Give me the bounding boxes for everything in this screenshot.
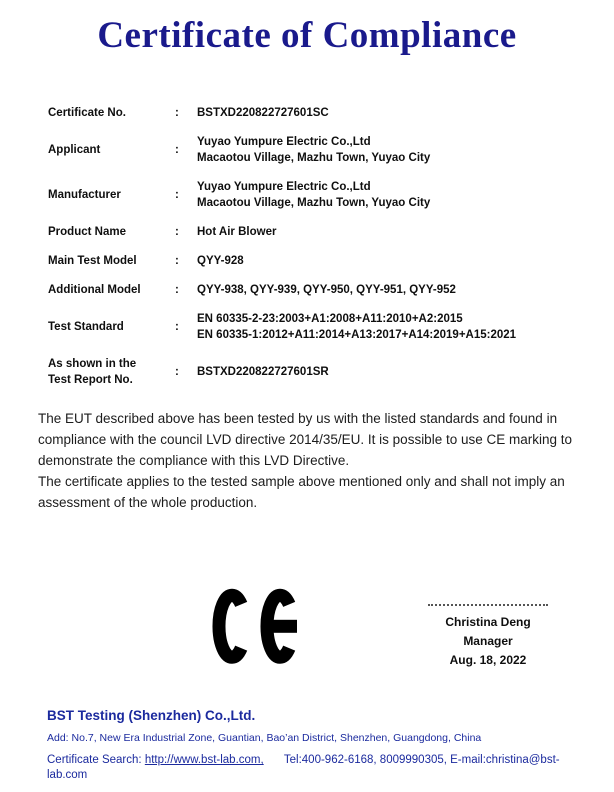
field-row-test-standard [48,311,614,343]
statement-paragraph-1: The EUT described above has been tested by us with the listed standards and found in compliance with the council LVD directive 2014/35/EU. It is possible to use CE marking to demonstrate the compliance with this LVD Directive. [38,411,573,468]
field-colon: : [175,321,179,333]
field-value [197,311,516,343]
field-value-line: Hot Air Blower [197,226,277,238]
field-label-line: As shown in the [48,358,137,370]
field-value [197,253,244,269]
statement-text [38,408,578,513]
field-value-line: EN 60335-1:2012+A11:2014+A13:2017+A14:2019+A15:2021 [197,329,517,341]
field-row-test-report-no [48,356,614,388]
field-row-additional-model [48,282,614,298]
field-label-line: Test Standard [48,321,124,333]
lab-company-name: BST Testing (Shenzhen) Co.,Ltd. [47,708,256,723]
ce-mark-icon [210,588,306,669]
lab-contact-line [47,753,587,783]
field-row-product-name [48,224,614,240]
field-value [197,282,456,298]
field-value [197,134,430,166]
field-colon: : [175,107,179,119]
field-value-line: BSTXD220822727601SC [197,107,329,119]
field-value [197,224,276,240]
lab-address: Add: No.7, New Era Industrial Zone, Guantian, Bao’an District, Shenzhen, Guangdong, China [47,732,482,744]
field-value-line: Macaotou Village, Mazhu Town, Yuyao City [197,152,431,164]
field-value-line: Yuyao Yumpure Electric Co.,Ltd [197,136,371,148]
field-label-line: Applicant [48,144,101,156]
certificate-search-link[interactable]: http://www.bst-lab.com, [144,754,264,766]
field-value-line: BSTXD220822727601SR [197,366,329,378]
field-label [48,356,175,388]
field-colon: : [175,226,179,238]
field-row-main-test-model [48,253,614,269]
signer-name: Christina Deng [445,615,531,629]
field-value-line: EN 60335-2-23:2003+A1:2008+A11:2010+A2:2015 [197,313,463,325]
field-value-line: QYY-928 [197,255,244,267]
certificate-search-label: Certificate Search: [47,754,142,766]
field-label [48,142,175,158]
field-label [48,253,175,269]
signature-block [418,604,558,670]
ce-and-signature-row [0,588,614,670]
field-label [48,224,175,240]
field-label [48,319,175,335]
field-label-line: Certificate No. [48,107,126,119]
field-value [197,179,430,211]
field-row-manufacturer [48,179,614,211]
statement-paragraph-2: The certificate applies to the tested sample above mentioned only and shall not imply an assessment of the whole production. [38,474,565,510]
field-value [197,105,329,121]
lab-footer [47,707,587,783]
field-label [48,105,175,121]
field-row-applicant [48,134,614,166]
field-label [48,187,175,203]
field-value-line: QYY-938, QYY-939, QYY-950, QYY-951, QYY-952 [197,284,456,296]
field-label-line: Main Test Model [48,255,137,267]
field-colon: : [175,255,179,267]
field-row-certificate-no [48,105,614,121]
field-colon: : [175,284,179,296]
signature-date: Aug. 18, 2022 [449,653,527,667]
certificate-fields [48,105,614,388]
field-value [197,364,329,380]
field-colon: : [175,144,179,156]
field-label [48,282,175,298]
field-colon: : [175,189,179,201]
field-label-line: Test Report No. [48,374,133,386]
signer-role: Manager [463,634,513,648]
field-value-line: Macaotou Village, Mazhu Town, Yuyao City [197,197,431,209]
field-colon: : [175,366,179,378]
certificate-title: Certificate of Compliance [97,15,517,56]
lab-tel-email: Tel:400-962-6168, 8009990305, E-mail:christina@bst-lab.com [47,754,560,781]
field-label-line: Manufacturer [48,189,121,201]
field-label-line: Additional Model [48,284,141,296]
field-value-line: Yuyao Yumpure Electric Co.,Ltd [197,181,371,193]
signature-line [428,604,548,606]
field-label-line: Product Name [48,226,126,238]
